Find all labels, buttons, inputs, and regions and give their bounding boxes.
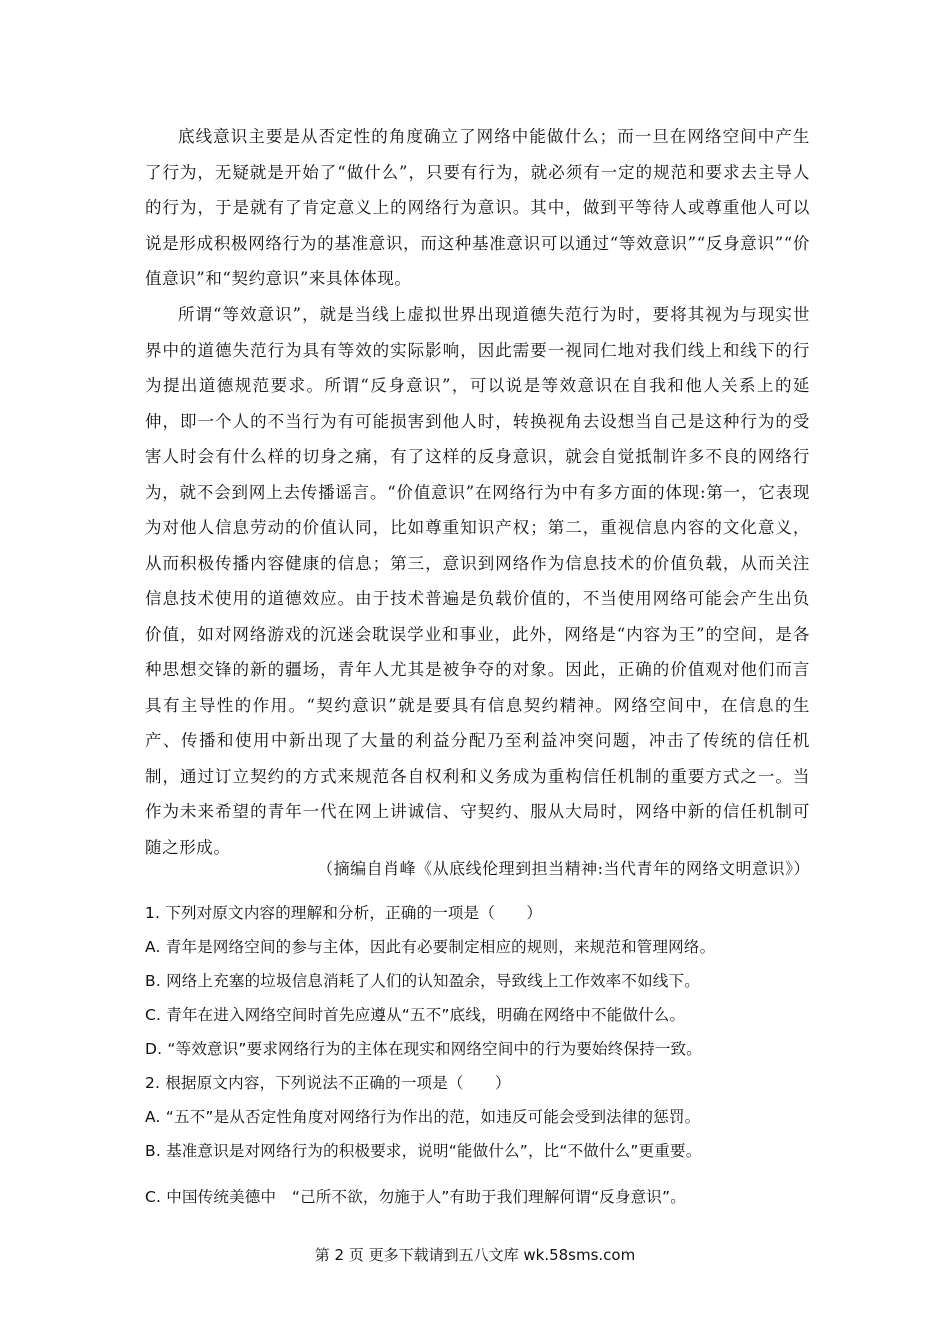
question-2-option-c: C. 中国传统美德中 “己所不欲，勿施于人”有助于我们理解何谓“反身意识”。	[145, 1188, 686, 1206]
question-2-option-b: B. 基准意识是对网络行为的积极要求，说明“能做什么”，比“不做什么”更重要。	[145, 1142, 702, 1160]
page-footer: 第 2 页 更多下载请到五八文库 wk.58sms.com	[314, 1246, 636, 1264]
question-1-option-a: A. 青年是网络空间的参与主体，因此有必要制定相应的规则，来规范和管理网络。	[145, 938, 716, 956]
passage-paragraph-1: 底线意识主要是从否定性的角度确立了网络中能做什么；而一旦在网络空间中产生了行为，无疑就是开始了“做什么”，只要有行为，就必须有一定的规范和要求去主导人的行为，于是就有了肯定意义上的网络行为意识。其中，做到平等待人或尊重他人可以说是形成积极网络行为的基准意识，而这种基准意识可以通过“等效意识”“反身意识”“价值意识”和“契约意识”来具体体现。	[145, 127, 810, 288]
question-1-stem: 1. 下列对原文内容的理解和分析，正确的一项是（ ）	[145, 904, 543, 922]
question-1-option-b: B. 网络上充塞的垃圾信息消耗了人们的认知盈余，导致线上工作效率不如线下。	[145, 972, 700, 990]
passage-source: （摘编自肖峰《从底线伦理到担当精神:当代青年的网络文明意识》）	[317, 859, 810, 878]
passage-paragraph-2: 所谓“等效意识”，就是当线上虚拟世界出现道德失范行为时，要将其视为与现实世界中的道德失范行为具有等效的实际影响，因此需要一视同仁地对我们线上和线下的行为提出道德规范要求。所谓“反身意识”，可以说是等效意识在自我和他人关系上的延伸，即一个人的不当行为有可能损害到他人时，转换视角去设想当自己是这种行为的受害人时会有什么样的切身之痛，有了这样的反身意识，就会自觉抵制许多不良的网络行为，就不会到网上去传播谣言。“价值意识”在网络行为中有多方面的体现:第一，它表现为对他人信息劳动的价值认同，比如尊重知识产权；第二，重视信息内容的文化意义，从而积极传播内容健康的信息；第三，意识到网络作为信息技术的价值负载，从而关注信息技术使用的道德效应。由于技术普遍是负载价值的，不当使用网络可能会产生出负价值，如对网络游戏的沉迷会耽误学业和事业，此外，网络是“内容为王”的空间，是各种思想交锋的新的疆场，青年人尤其是被争夺的对象。因此，正确的价值观对他们而言具有主导性的作用。“契约意识”就是要具有信息契约精神。网络空间中，在信息的生产、传播和使用中新出现了大量的利益分配乃至利益冲突问题，冲击了传统的信任机制，通过订立契约的方式来规范各自权利和义务成为重构信任机制的重要方式之一。当作为未来希望的青年一代在网上讲诚信、守契约、服从大局时，网络中新的信任机制可随之形成。	[145, 305, 810, 857]
question-1-option-d: D. “等效意识”要求网络行为的主体在现实和网络空间中的行为要始终保持一致。	[145, 1040, 702, 1058]
question-2-stem: 2. 根据原文内容，下列说法不正确的一项是（ ）	[145, 1074, 511, 1092]
question-2-option-a: A. “五不”是从否定性角度对网络行为作出的范，如违反可能会受到法律的惩罚。	[145, 1108, 701, 1126]
question-1-option-c: C. 青年在进入网络空间时首先应遵从“五不”底线，明确在网络中不能做什么。	[145, 1006, 686, 1024]
